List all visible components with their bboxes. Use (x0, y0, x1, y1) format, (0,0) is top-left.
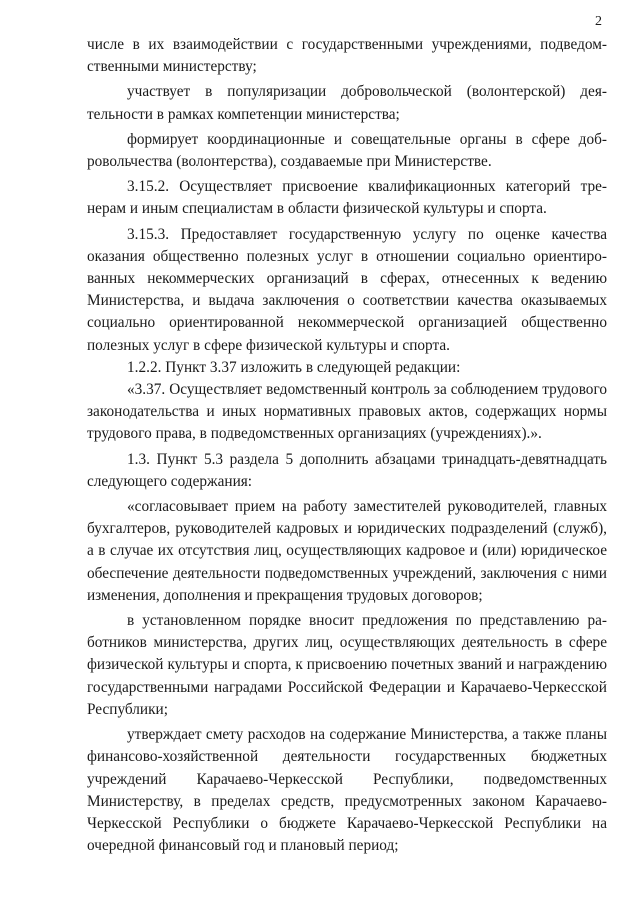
paragraph-3-15-2: 3.15.2. Осуществляет присвоение квалификационных категорий тренерам и иным специалистам в области физической культуры и спорта. (87, 178, 607, 218)
paragraph-3-37: «3.37. Осуществляет ведомственный контроль за соблюдением трудового законодательства и иных нормативных правовых актов, содержащих нормы трудового права, в подведомственных организациях (учреждениях).». (87, 381, 607, 443)
paragraph-coordination-bodies: формирует координационные и совещательные органы в сфере добровольчества (волонтерства), создаваемые при Министерстве. (87, 130, 607, 171)
paragraph-approval-hiring: «согласовывает прием на работу заместителей руководителей, главных бухгалтеров, руководителей кадровых и юридических подразделений (служб), а в случае их отсутствия лиц, осуществляющих кадровое и (или) юридическое обеспечение деятельности подведомственных учреждений, заключения с ними изменения, дополнения и прекращения трудовых договоров; (87, 498, 607, 604)
paragraph-1-2-2: 1.2.2. Пункт 3.37 изложить в следующей редакции: (127, 358, 461, 376)
page-number: 2 (595, 14, 602, 29)
paragraph-volunteer-promotion: участвует в популяризации добровольческой (волонтерской) деятельности в рамках компетенции министерства; (87, 83, 607, 123)
paragraph-1-3: 1.3. Пункт 5.3 раздела 5 дополнить абзацами тринадцать-девятнадцать следующего содержания: (87, 450, 607, 490)
document-body (87, 34, 607, 857)
paragraph-budget-approval: утверждает смету расходов на содержание Министерства, а также планы финансово-хозяйственной деятельности государственных бюджетных учреждений Карачаево-Черкесской Республики, подведомственных Министерству, в пределах средств, предусмотренных законом Карачаево-Черкесской Республики о бюджете Карачаево-Черкесской Республики на очередной финансовый год и плановый период; (87, 726, 607, 855)
paragraph-3-15-3: 3.15.3. Предоставляет государственную услугу по оценке качества оказания общественно полезных услуг в отношении социально ориентированных некоммерческих организаций в сферах, отнесенных к ведению Министерства, и выдача заключения о соответствии качества оказываемых социально ориентированной некоммерческой организацией общественно полезных услуг в сфере физической культуры и спорта. (87, 225, 607, 354)
paragraph-awards-proposals: в установленном порядке вносит предложения по представлению работников министерства, других лиц, осуществляющих деятельность в сфере физической культуры и спорта, к присвоению почетных званий и награждению государственными наградами Российской Федерации и Карачаево-Черкесской Республики; (87, 612, 607, 718)
paragraph-continuation: числе в их взаимодействии с государственными учреждениями, подведомственными министерству; (87, 36, 607, 76)
